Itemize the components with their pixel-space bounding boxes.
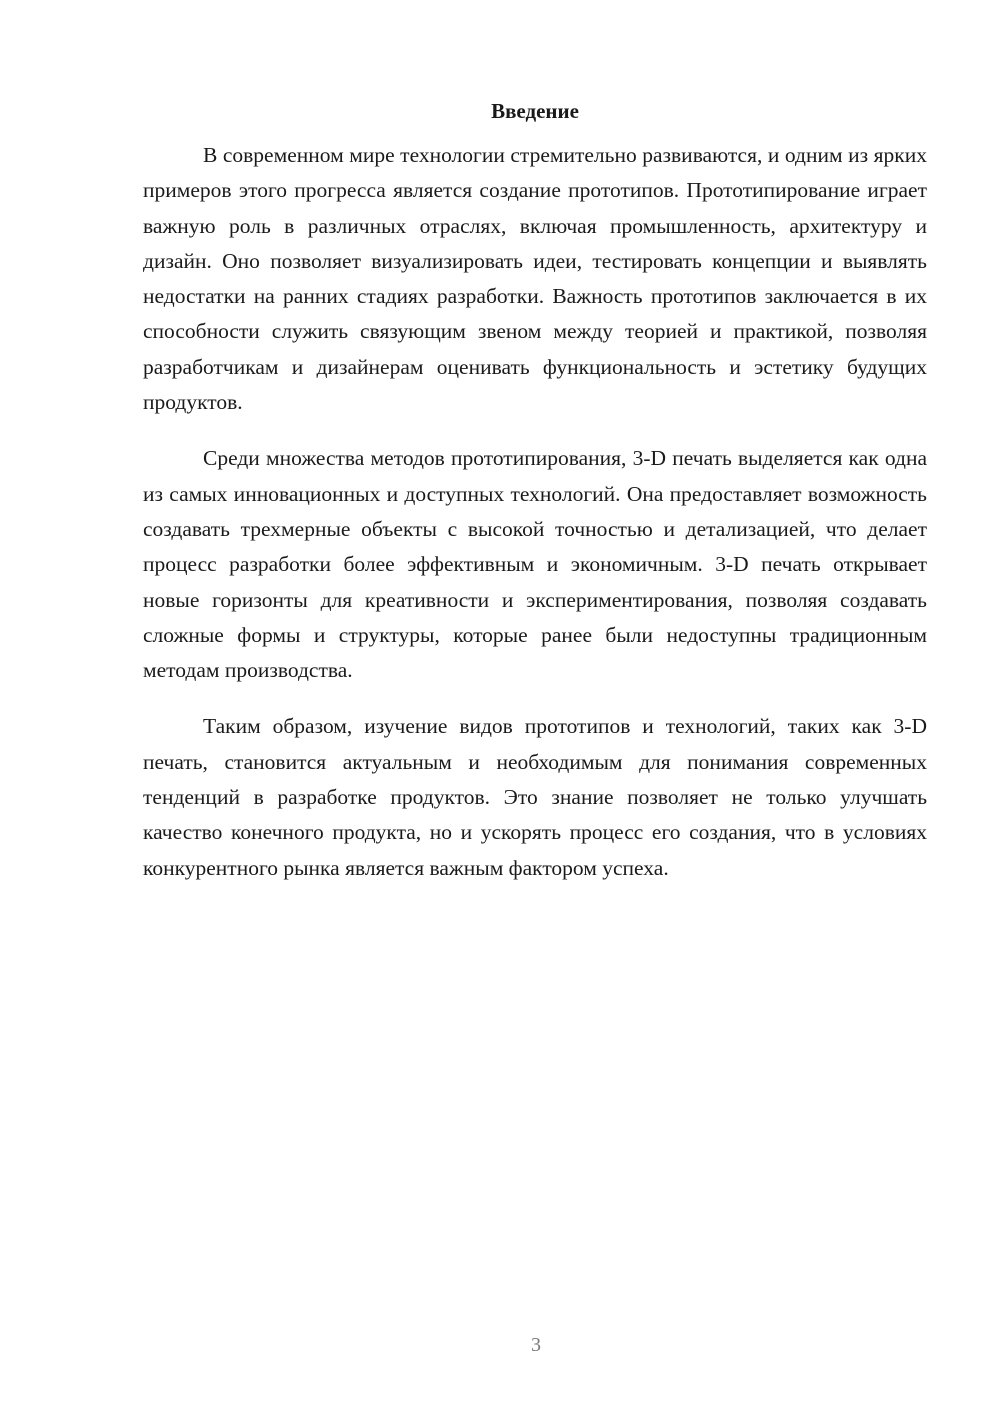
page-content [143, 96, 927, 907]
section-title: Введение [491, 99, 579, 123]
page-number: 3 [531, 1334, 541, 1356]
paragraph-2: Среди множества методов прототипирования, 3-D печать выделяется как одна из самых инновационных и доступных технологий. Она предоставляет возможность создавать трехмерные объекты с высокой точностью и детализацией, что делает процесс разработки более эффективным и экономичным. 3-D печать открывает новые горизонты для креативности и экспериментирования, позволяя создавать сложные формы и структуры, которые ранее были недоступны традиционным методам производства. [143, 446, 927, 683]
paragraph-1: В современном мире технологии стремительно развиваются, и одним из ярких примеров этого прогресса является создание прототипов. Прототипирование играет важную роль в различных отраслях, включая промышленность, архитектуру и дизайн. Оно позволяет визуализировать идеи, тестировать концепции и выявлять недостатки на ранних стадиях разработки. Важность прототипов заключается в их способности служить связующим звеном между теорией и практикой, позволяя разработчикам и дизайнерам оценивать функциональность и эстетику будущих продуктов. [143, 143, 927, 415]
paragraph-3: Таким образом, изучение видов прототипов и технологий, таких как 3-D печать, становится актуальным и необходимым для понимания современных тенденций в разработке продуктов. Это знание позволяет не только улучшать качество конечного продукта, но и ускорять процесс его создания, что в условиях конкурентного рынка является важным фактором успеха. [143, 714, 927, 880]
